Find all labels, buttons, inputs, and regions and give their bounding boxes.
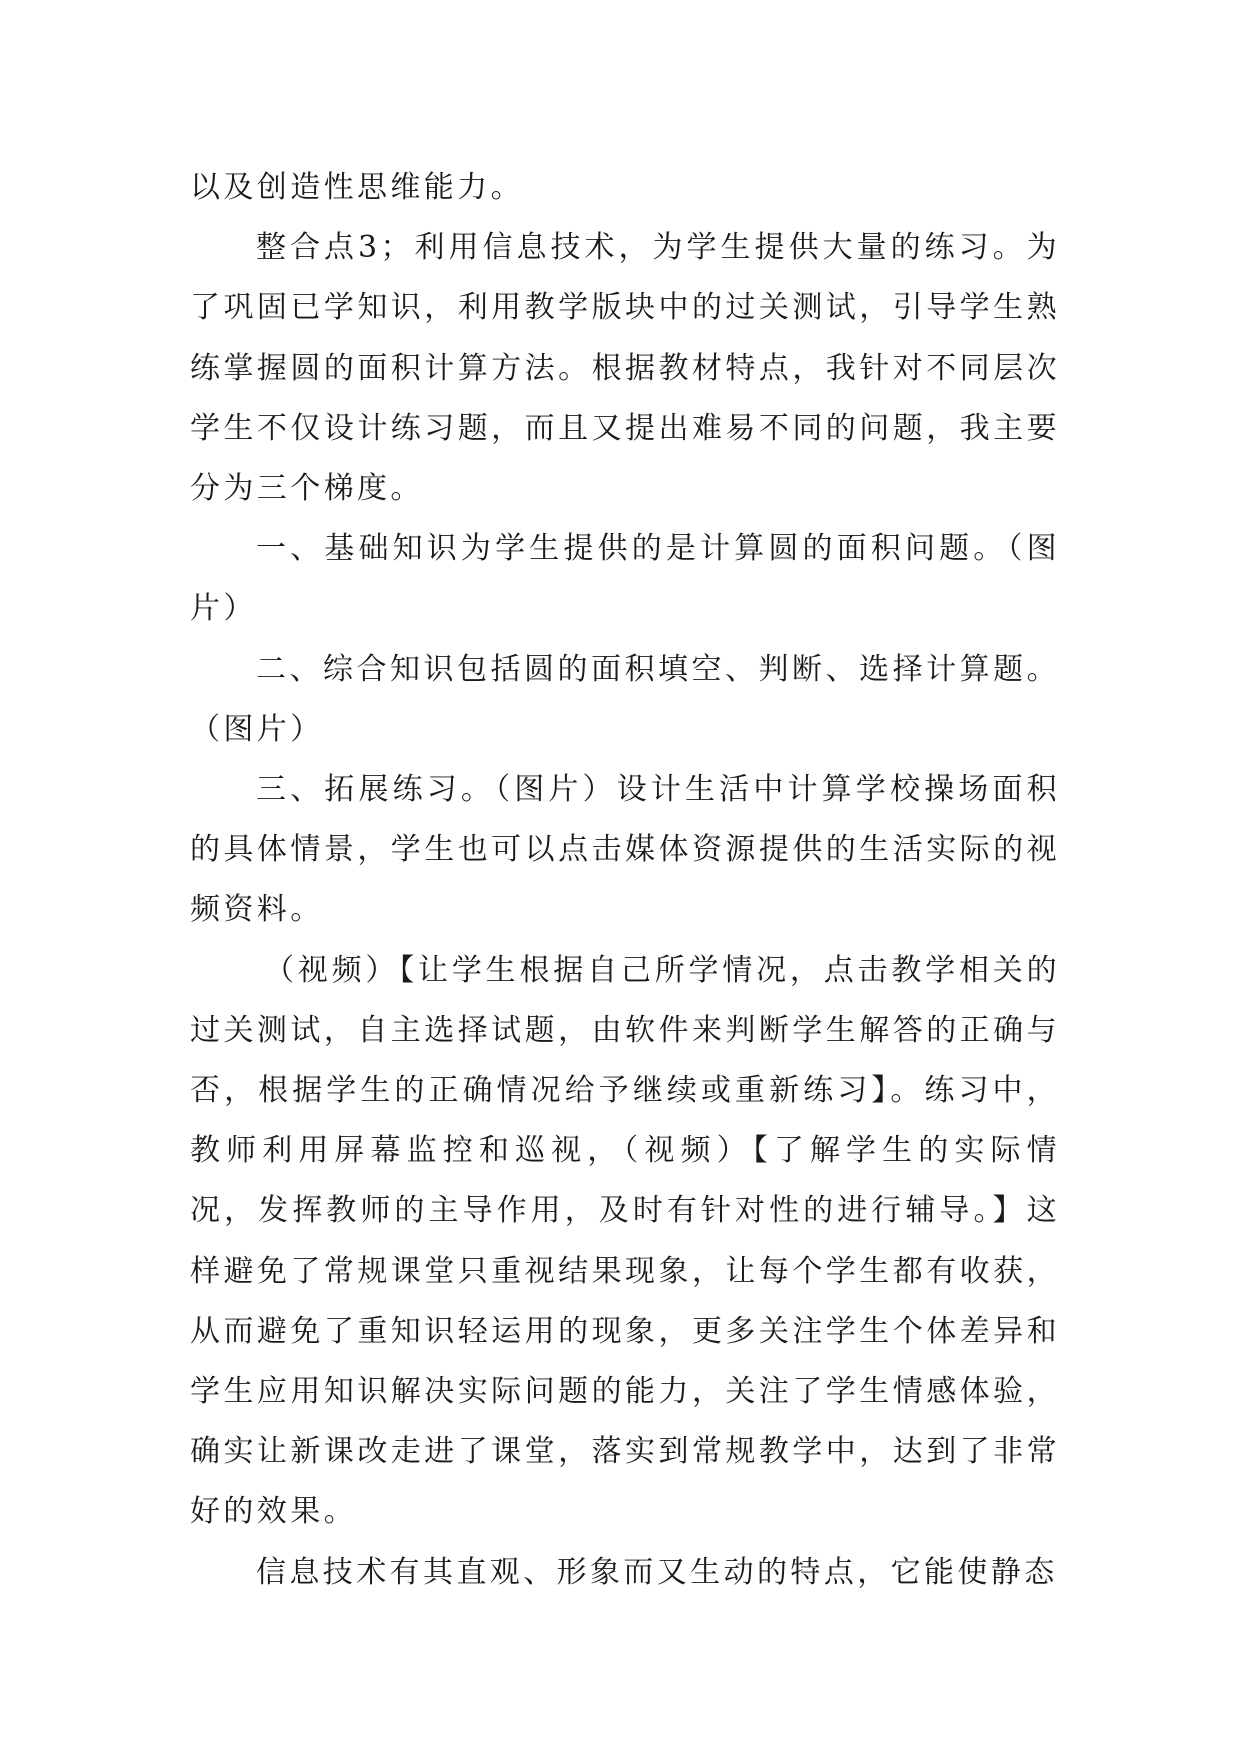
paragraph-extended-practice: 三、拓展练习。（图片）设计生活中计算学校操场面积的具体情景，学生也可以点击媒体资源提供的生活实际的视频资料。 bbox=[190, 772, 1060, 928]
paragraph-continuation: 以及创造性思维能力。 bbox=[190, 170, 524, 205]
paragraph-basic-knowledge: 一、基础知识为学生提供的是计算圆的面积问题。（图片） bbox=[190, 531, 1060, 627]
paragraph-comprehensive-knowledge: 二、综合知识包括圆的面积填空、判断、选择计算题。（图片） bbox=[190, 651, 1060, 747]
paragraph-information-technology: 信息技术有其直观、形象而又生动的特点，它能使静态 bbox=[256, 1554, 1058, 1590]
paragraph-integration-point-3: 整合点3；利用信息技术，为学生提供大量的练习。为了巩固已学知识，利用教学版块中的过关测试，引导学生熟练掌握圆的面积计算方法。根据教材特点，我针对不同层次学生不仅设计练习题，而且又提出难易不同的问题，我主要分为三个梯度。 bbox=[190, 230, 1060, 507]
document-body bbox=[190, 158, 1060, 1603]
paragraph-video-practice: （视频）【让学生根据自己所学情况，点击教学相关的过关测试，自主选择试题，由软件来判断学生解答的正确与否，根据学生的正确情况给予继续或重新练习】。练习中，教师利用屏幕监控和巡视，（视频）【了解学生的实际情况，发挥教师的主导作用，及时有针对性的进行辅导。】这样避免了常规课堂只重视结果现象，让每个学生都有收获，从而避免了重知识轻运用的现象，更多关注学生个体差异和学生应用知识解决实际问题的能力，关注了学生情感体验，确实让新课改走进了课堂，落实到常规教学中，达到了非常好的效果。 bbox=[190, 952, 1060, 1530]
